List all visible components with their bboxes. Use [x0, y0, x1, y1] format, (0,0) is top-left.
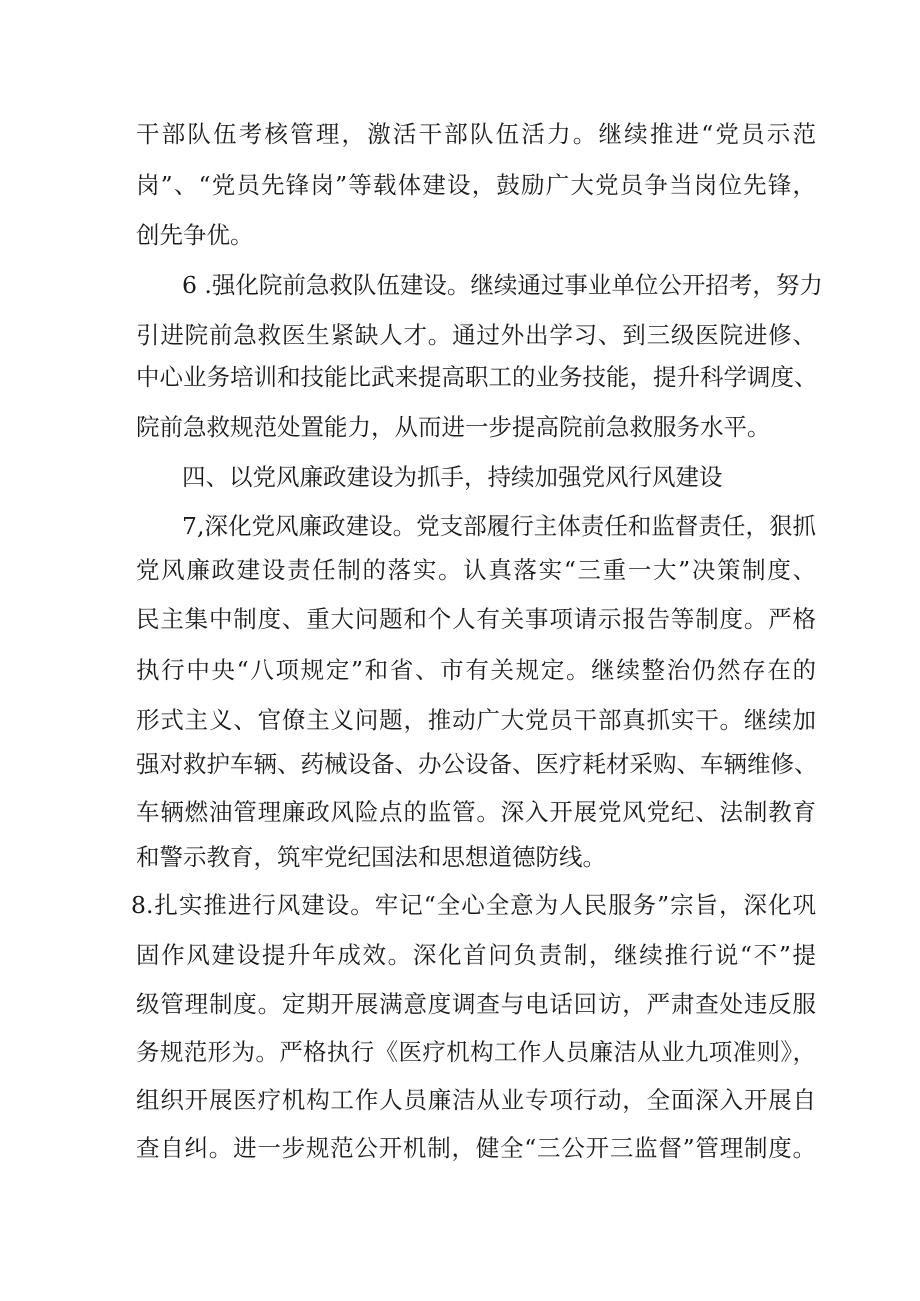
paragraph-4-line-1: 8.扎实推进行风建设。牢记“全心全意为人民服务”宗旨，深化巩	[131, 891, 816, 919]
paragraph-3-line-2: 党风廉政建设责任制的落实。认真落实“三重一大”决策制度、	[136, 556, 816, 584]
paragraph-2-line-4: 院前急救规范处置能力，从而进一步提高院前急救服务水平。	[136, 413, 771, 441]
paragraph-4-line-2: 固作风建设提升年成效。深化首问负责制，继续推行说“不”提	[136, 941, 816, 969]
paragraph-1-line-1: 干部队伍考核管理，激活干部队伍活力。继续推进“党员示范	[136, 120, 816, 148]
paragraph-1-line-3: 创先争优。	[136, 221, 254, 249]
paragraph-3-line-8: 和警示教育，筑牢党纪国法和思想道德防线。	[136, 843, 606, 871]
paragraph-3-line-3: 民主集中制度、重大问题和个人有关事项请示报告等制度。严格	[136, 605, 816, 633]
paragraph-2-line-2: 引进院前急救医生紧缺人才。通过外出学习、到三级医院进修、	[136, 321, 816, 349]
paragraph-4-line-3: 级管理制度。定期开展满意度调查与电话回访，严肃查处违反服	[136, 990, 816, 1018]
paragraph-3-line-4: 执行中央“八项规定”和省、市有关规定。继续整治仍然存在的	[136, 656, 816, 684]
paragraph-2-line-3: 中心业务培训和技能比武来提高职工的业务技能，提升科学调度、	[136, 363, 818, 391]
paragraph-2-line-1: 6 .强化院前急救队伍建设。继续通过事业单位公开招考，努力	[182, 271, 823, 299]
paragraph-4-line-5: 组织开展医疗机构工作人员廉洁从业专项行动，全面深入开展自	[136, 1086, 816, 1114]
paragraph-3-line-7: 车辆燃油管理廉政风险点的监管。深入开展党风党纪、法制教育	[136, 798, 816, 826]
paragraph-4-line-4: 务规范形为。严格执行《医疗机构工作人员廉洁从业九项准则》，	[136, 1038, 816, 1066]
section-heading-4: 四、以党风廉政建设为抓手，持续加强党风行风建设	[182, 463, 723, 491]
paragraph-4-line-6: 查自纠。进一步规范公开机制，健全“三公开三监督”管理制度。	[136, 1134, 816, 1162]
paragraph-3-line-1: 7,深化党风廉政建设。党支部履行主体责任和监督责任，狠抓	[182, 512, 816, 540]
paragraph-3-line-5: 形式主义、官僚主义问题，推动广大党员干部真抓实干。继续加	[136, 706, 816, 734]
paragraph-3-line-6: 强对救护车辆、药械设备、办公设备、医疗耗材采购、车辆维修、	[136, 750, 818, 778]
paragraph-1-line-2: 岗”、“党员先锋岗”等载体建设，鼓励广大党员争当岗位先锋，	[136, 171, 816, 199]
